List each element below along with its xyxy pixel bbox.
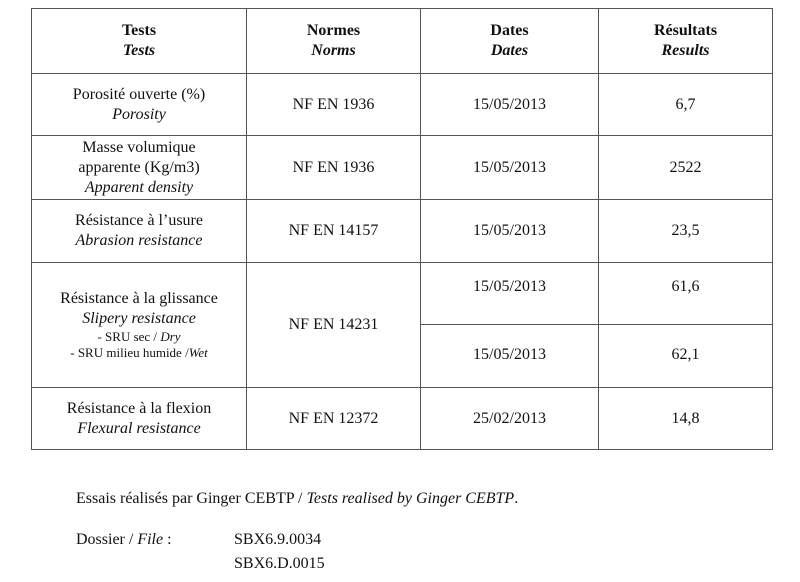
results-table — [31, 8, 773, 450]
date-cell: 25/02/2013 — [421, 388, 599, 450]
test-porosity: Porosité ouverte (%) Porosity — [32, 74, 247, 136]
header-row — [32, 9, 773, 74]
date-cell: 15/05/2013 — [421, 200, 599, 263]
test-density: Masse volumique apparente (Kg/m3) Apparent density — [32, 136, 247, 200]
table-row — [32, 388, 773, 450]
header-tests: Tests Tests — [32, 9, 247, 74]
header-dates: Dates Dates — [421, 9, 599, 74]
norm-cell: NF EN 14157 — [247, 200, 421, 263]
dossier-values: SBX6.9.0034 SBX6.D.0015 — [234, 531, 325, 572]
norm-cell: NF EN 1936 — [247, 136, 421, 200]
norm-cell: NF EN 1936 — [247, 74, 421, 136]
tests-credit: Essais réalisés par Ginger CEBTP / Tests realised by Ginger CEBTP. — [76, 490, 519, 507]
result-cell: 61,6 — [599, 263, 773, 325]
date-cell: 15/05/2013 — [421, 263, 599, 325]
date-cell: 15/05/2013 — [421, 325, 599, 388]
table-row — [32, 263, 773, 325]
test-slip: Résistance à la glissance Slipery resistance - SRU sec / Dry - SRU milieu humide /Wet — [32, 263, 247, 388]
dossier-label: Dossier / File : — [76, 531, 172, 548]
norm-cell: NF EN 14231 — [247, 263, 421, 388]
header-norms: Normes Norms — [247, 9, 421, 74]
table-row — [32, 74, 773, 136]
dossier-info — [76, 530, 325, 578]
result-cell: 14,8 — [599, 388, 773, 450]
test-abrasion: Résistance à l’usure Abrasion resistance — [32, 200, 247, 263]
result-cell: 2522 — [599, 136, 773, 200]
result-cell: 62,1 — [599, 325, 773, 388]
result-cell: 23,5 — [599, 200, 773, 263]
date-cell: 15/05/2013 — [421, 74, 599, 136]
table-row — [32, 200, 773, 263]
table-row — [32, 136, 773, 200]
test-flexion: Résistance à la flexion Flexural resistance — [32, 388, 247, 450]
date-cell: 15/05/2013 — [421, 136, 599, 200]
norm-cell: NF EN 12372 — [247, 388, 421, 450]
header-results: Résultats Results — [599, 9, 773, 74]
result-cell: 6,7 — [599, 74, 773, 136]
